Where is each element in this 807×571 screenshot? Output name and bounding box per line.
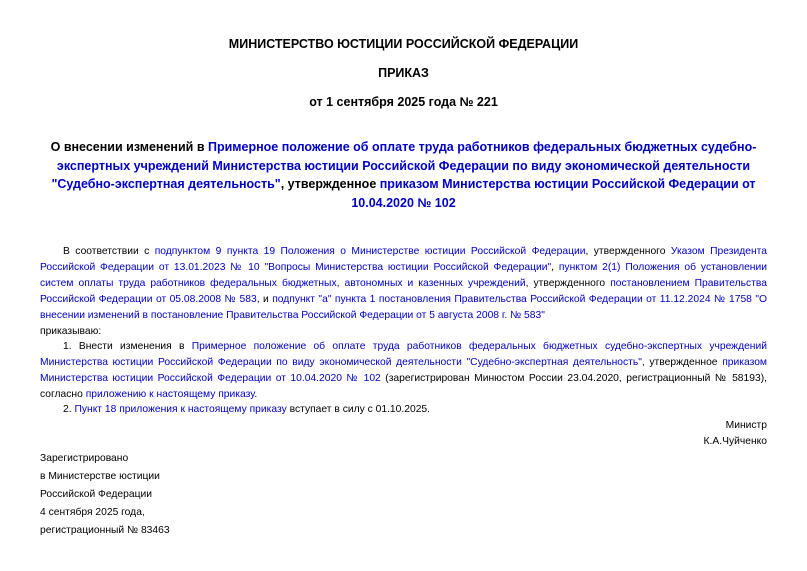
- item1-link-regulation[interactable]: Примерное положение об оплате труда работников федеральных бюджетных судебно-экспертных учреждений Министерства юстиции Российской Федерации по виду экономической деятельности "Судебно-экспертная деятельность": [40, 341, 767, 368]
- doc-type-heading: ПРИКАЗ: [378, 66, 429, 80]
- order-date-number: от 1 сентября 2025 года № 221: [309, 95, 498, 109]
- title-prefix: О внесении изменений в: [50, 140, 208, 154]
- intro-link-subparagraph-a[interactable]: подпункт "а" пункта 1 постановления Правительства Российской Федерации от 11.12.2024 № 1758 "О внесении изменений в постановление Правительства Российской Федерации от 5 августа 2008 г. № 583": [40, 294, 767, 321]
- intro-paragraph: [40, 244, 767, 340]
- item1-link-order[interactable]: приказом Министерства юстиции Российской Федерации от 10.04.2020 № 102: [40, 357, 767, 384]
- item1-link-appendix[interactable]: приложению к настоящему приказу: [85, 389, 255, 400]
- registration-block: [40, 450, 170, 540]
- intro-order-word: приказываю:: [40, 326, 102, 337]
- signatory-position: Министр: [725, 420, 767, 431]
- item-2-paragraph: [40, 402, 767, 418]
- signatory-name: К.А.Чуйченко: [703, 436, 767, 447]
- registration-line: Российской Федерации: [40, 489, 152, 500]
- intro-text-5: , и: [256, 294, 273, 305]
- title-link-regulation[interactable]: Примерное положение об оплате труда работников федеральных бюджетных судебно-экспертных учреждений Министерства юстиции Российской Федерации по виду экономической деятельности "Судебно-экспертная деятельность": [51, 140, 757, 191]
- item1-text-3: (зарегистрирован Минюстом России 23.04.2020, регистрационный № 58193), согласно: [40, 373, 767, 400]
- title-link-order[interactable]: приказом Министерства юстиции Российской Федерации от 10.04.2020 № 102: [351, 177, 756, 210]
- ministry-heading: МИНИСТЕРСТВО ЮСТИЦИИ РОССИЙСКОЙ ФЕДЕРАЦИИ: [228, 37, 579, 51]
- intro-text-4: , утвержденного: [525, 278, 611, 289]
- item-1-paragraph: [40, 339, 767, 403]
- registration-line: в Министерстве юстиции: [40, 471, 160, 482]
- intro-text-3: ,: [551, 262, 559, 273]
- item2-text-2: вступает в силу с 01.10.2025.: [286, 404, 431, 415]
- intro-text-2: , утвержденного: [585, 246, 671, 257]
- item1-text-2: , утвержденное: [641, 357, 723, 368]
- item2-text-1: 2.: [63, 404, 75, 415]
- document-title: [40, 138, 767, 212]
- registration-line: регистрационный № 83463: [40, 525, 170, 536]
- intro-link-pay-systems[interactable]: пунктом 2(1) Положения об установлении систем оплаты труда работников федеральных бюджетных, автономных и казенных учреждений: [40, 262, 767, 289]
- title-middle: , утвержденное: [280, 177, 380, 191]
- registration-line: 4 сентября 2025 года,: [40, 507, 145, 518]
- signature-block: [704, 418, 767, 450]
- intro-link-president-decree[interactable]: Указом Президента Российской Федерации от 13.01.2023 № 10 "Вопросы Министерства юстиции Российской Федерации": [40, 246, 767, 273]
- item2-link-point-18[interactable]: Пункт 18 приложения к настоящему приказу: [74, 404, 287, 415]
- intro-text-1: В соответствии с: [63, 246, 155, 257]
- item1-text-1: 1. Внести изменения в: [63, 341, 192, 352]
- intro-link-government-resolution[interactable]: постановлением Правительства Российской Федерации от 05.08.2008 № 583: [40, 278, 767, 305]
- registration-line: Зарегистрировано: [40, 453, 129, 464]
- item1-text-4: .: [254, 389, 258, 400]
- intro-link-ministry-regulation[interactable]: подпунктом 9 пункта 19 Положения о Министерстве юстиции Российской Федерации: [154, 246, 586, 257]
